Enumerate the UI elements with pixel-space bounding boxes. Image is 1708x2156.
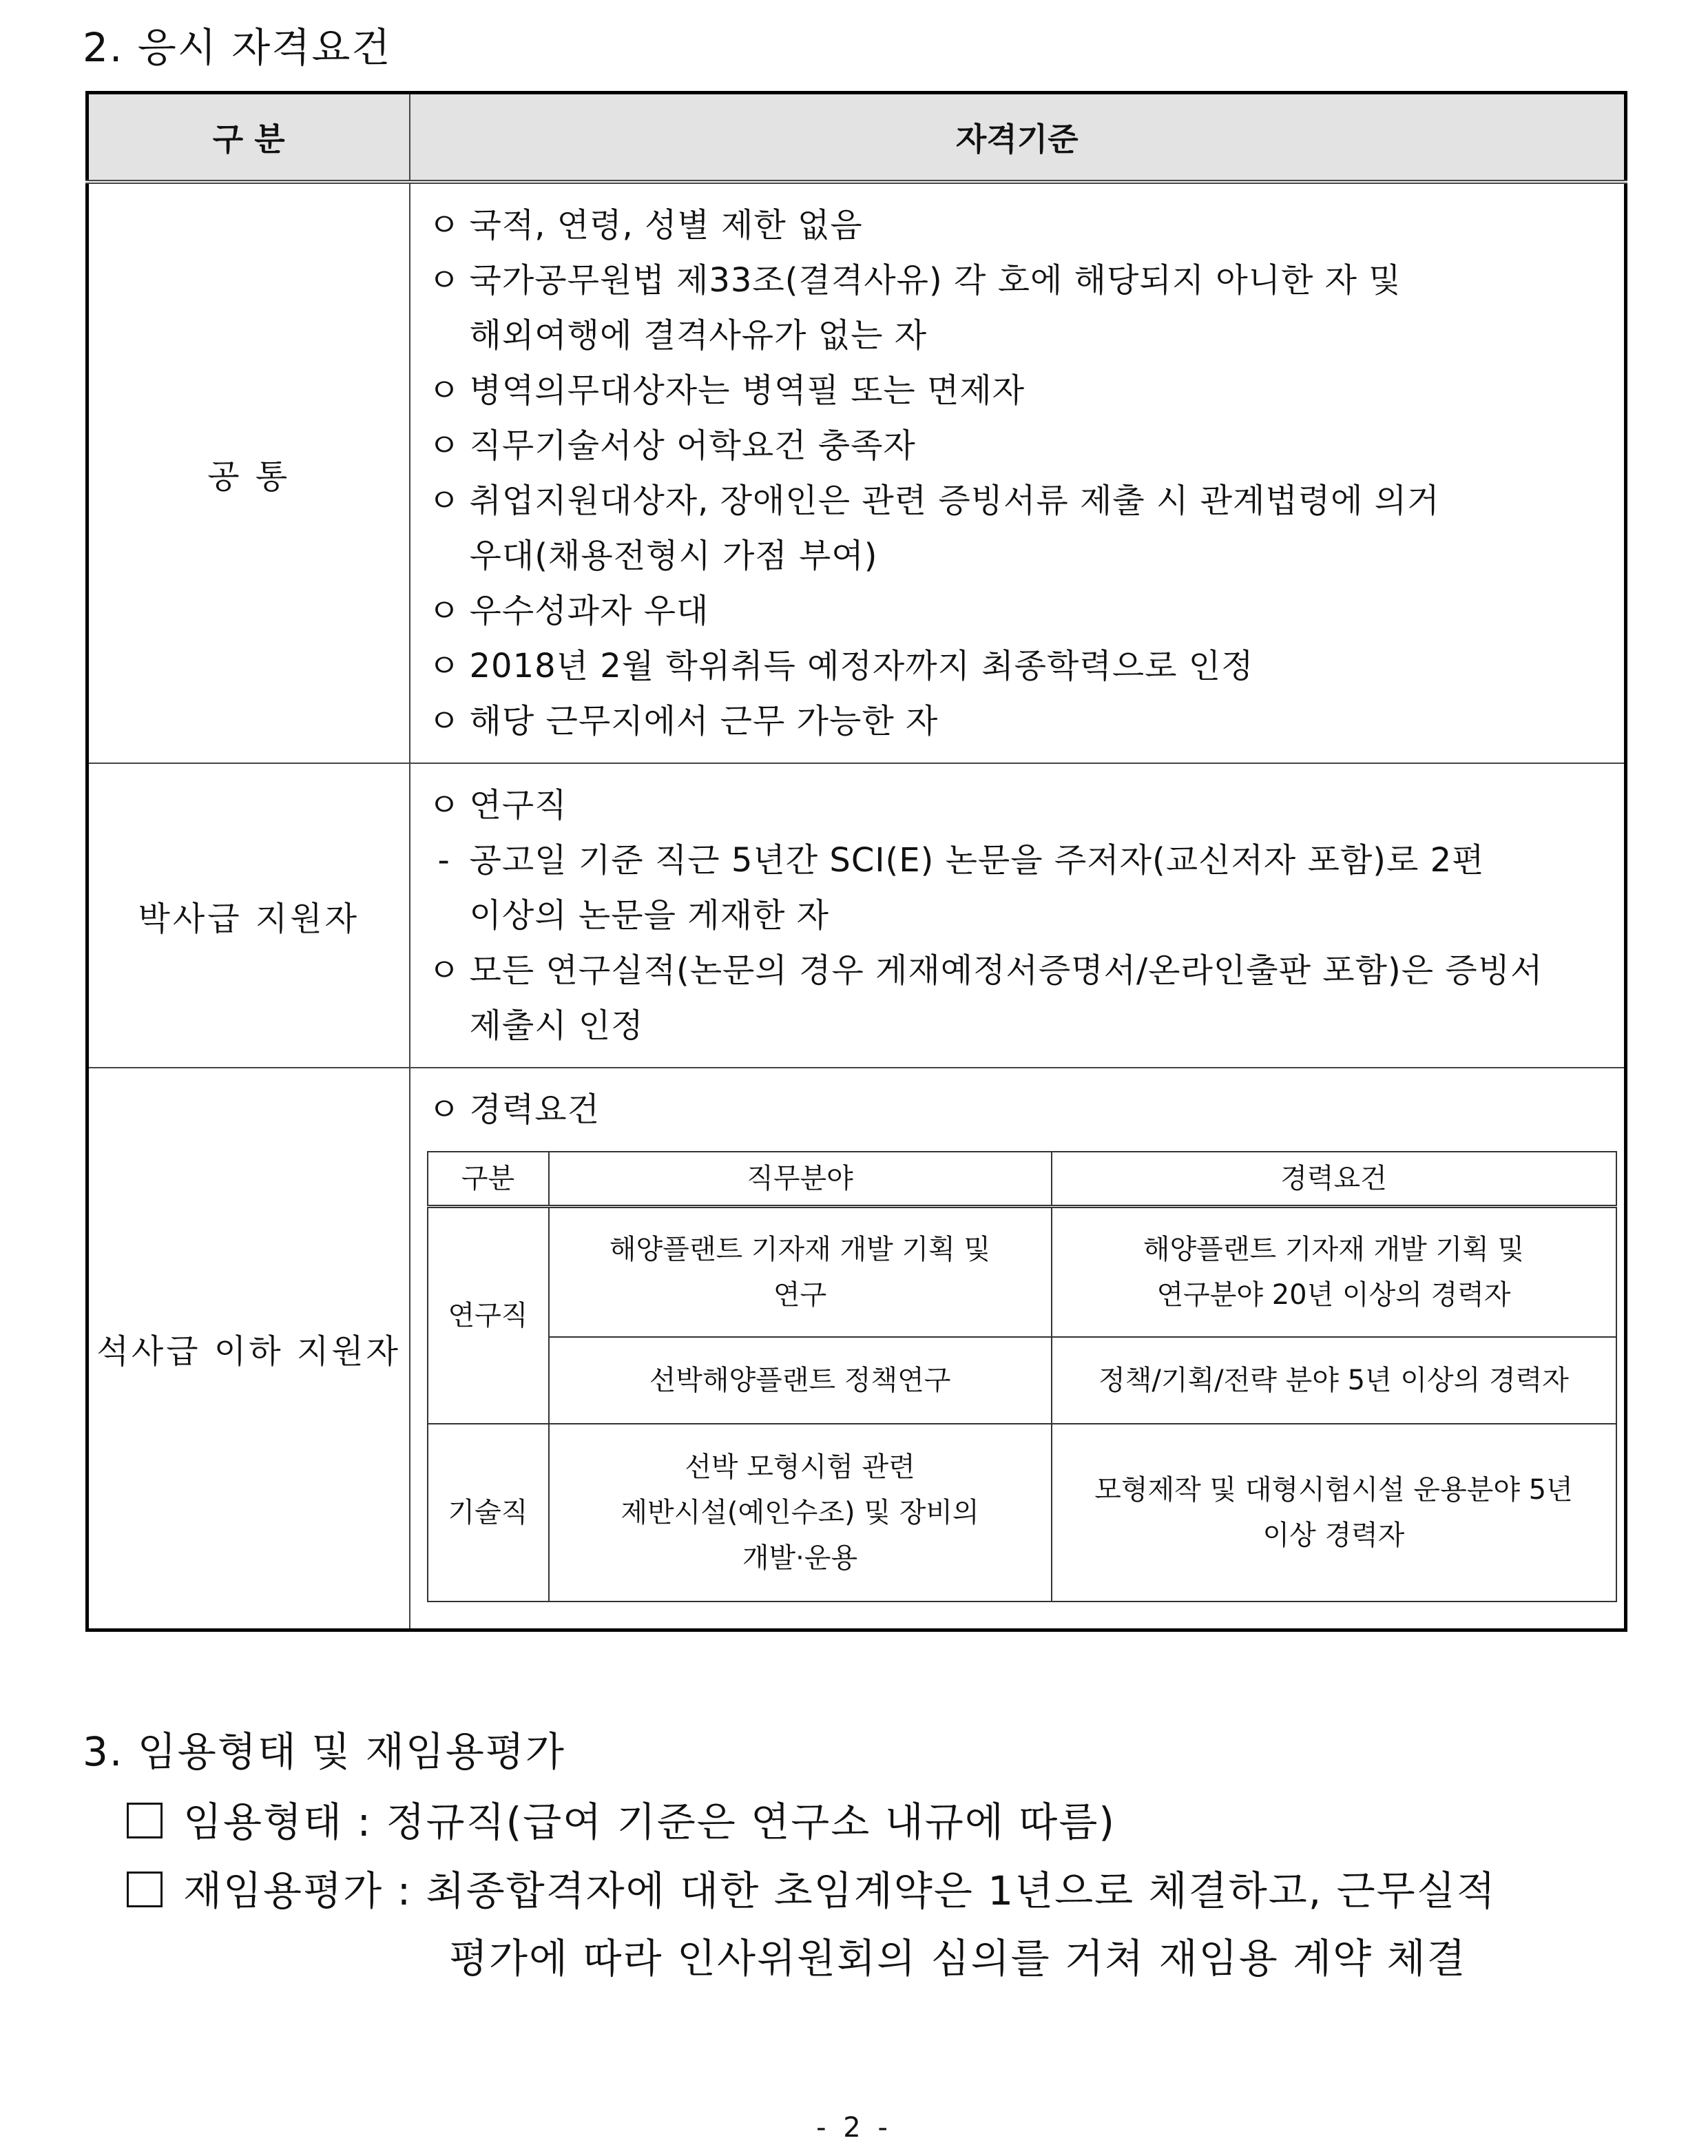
header-category: 구 분: [87, 93, 410, 183]
row-master: [87, 1068, 1626, 1630]
career-field: 해양플랜트 기자재 개발 기획 및 연구: [549, 1207, 1052, 1338]
qualification-table-header: [87, 93, 1626, 183]
career-header-requirement: 경력요건: [1052, 1152, 1616, 1207]
employment-type-line: 임용형태 : 정규직(급여 기준은 연구소 내규에 따름): [127, 1790, 1116, 1847]
bullet-item: ㅇ 해당 근무지에서 근무 가능한 자: [420, 694, 1625, 749]
criteria-phd: [410, 763, 1626, 1068]
career-requirement: 해양플랜트 기자재 개발 기획 및 연구분야 20년 이상의 경력자: [1052, 1207, 1616, 1338]
career-header-field: 직무분야: [549, 1152, 1052, 1207]
career-row: [428, 1207, 1616, 1338]
section3-title: 3. 임용형태 및 재임용평가: [83, 1728, 565, 1775]
career-requirement-table: [427, 1151, 1617, 1602]
page-number: - 2 -: [816, 2112, 892, 2144]
bullet-marker: ㅇ: [428, 371, 461, 410]
bullet-item: ㅇ 국적, 연령, 성별 제한 없음: [420, 198, 1625, 253]
career-row: [428, 1424, 1616, 1602]
row-label-phd: 박사급 지원자: [87, 763, 410, 1068]
row-label-master: 석사급 이하 지원자: [87, 1068, 410, 1630]
bullet-marker: ㅇ: [428, 1090, 461, 1129]
row-label-common: 공 통: [87, 182, 410, 763]
bullet-marker: ㅇ: [428, 426, 461, 465]
bullet-marker: ㅇ: [428, 786, 461, 825]
bullet-continuation: 제출시 인정: [469, 1006, 644, 1045]
bullet-marker: ㅇ: [428, 261, 461, 300]
career-field: 선박해양플랜트 정책연구: [549, 1337, 1052, 1424]
section2-title: 2. 응시 자격요건: [83, 24, 392, 71]
checkbox-square-icon: [127, 1872, 163, 1907]
career-row: [428, 1337, 1616, 1424]
bullet-item: ㅇ 우수성과자 우대: [420, 583, 1625, 639]
criteria-master: [410, 1068, 1626, 1630]
bullet-item: ㅇ 연구직: [420, 778, 1625, 833]
career-field: 선박 모형시험 관련 제반시설(예인수조) 및 장비의 개발·운용: [549, 1424, 1052, 1602]
career-table-header: [428, 1152, 1616, 1207]
dash-marker: -: [437, 841, 450, 880]
dash-item: - 공고일 기준 직근 5년간 SCI(E) 논문을 주저자(교신저자 포함)로 2편: [420, 833, 1625, 888]
bullet-item: ㅇ 2018년 2월 학위취득 예정자까지 최종학력으로 인정: [420, 639, 1625, 694]
reappointment-line: 재임용평가 : 최종합격자에 대한 초임계약은 1년으로 체결하고, 근무실적: [127, 1858, 1497, 1916]
bullet-marker: ㅇ: [428, 592, 461, 630]
checkbox-square-icon: [127, 1803, 163, 1838]
career-requirement: 정책/기획/전략 분야 5년 이상의 경력자: [1052, 1337, 1616, 1424]
row-phd: [87, 763, 1626, 1068]
bullet-marker: ㅇ: [428, 951, 461, 990]
career-requirement: 모형제작 및 대형시험시설 운용분야 5년 이상 경력자: [1052, 1424, 1616, 1602]
bullet-item: ㅇ 병역의무대상자는 병역필 또는 면제자: [420, 363, 1625, 418]
bullet-continuation: 해외여행에 결격사유가 없는 자: [469, 316, 928, 355]
criteria-common: [410, 182, 1626, 763]
bullet-item: ㅇ 경력요건: [420, 1082, 1625, 1137]
header-criteria: 자격기준: [410, 93, 1626, 183]
bullet-continuation: 우대(채용전형시 가점 부여): [469, 537, 878, 575]
bullet-item: ㅇ 직무기술서상 어학요건 충족자: [420, 418, 1625, 473]
bullet-marker: ㅇ: [428, 702, 461, 740]
reappointment-line-continuation: 평가에 따라 인사위원회의 심의를 거쳐 재임용 계약 체결: [449, 1935, 1467, 1982]
dash-continuation: 이상의 논문을 게재한 자: [469, 896, 829, 935]
bullet-item: ㅇ 국가공무원법 제33조(결격사유) 각 호에 해당되지 아니한 자 및: [420, 253, 1625, 308]
career-category-tech: 기술직: [428, 1424, 549, 1602]
bullet-item: ㅇ 모든 연구실적(논문의 경우 게재예정서증명서/온라인출판 포함)은 증빙서: [420, 943, 1625, 998]
career-header-category: 구분: [428, 1152, 549, 1207]
bullet-marker: ㅇ: [428, 206, 461, 245]
career-category-research: 연구직: [428, 1207, 549, 1424]
qualification-table: [85, 91, 1627, 1632]
bullet-item: ㅇ 취업지원대상자, 장애인은 관련 증빙서류 제출 시 관계법령에 의거: [420, 473, 1625, 528]
row-common: [87, 182, 1626, 763]
bullet-marker: ㅇ: [428, 647, 461, 685]
bullet-marker: ㅇ: [428, 481, 461, 520]
